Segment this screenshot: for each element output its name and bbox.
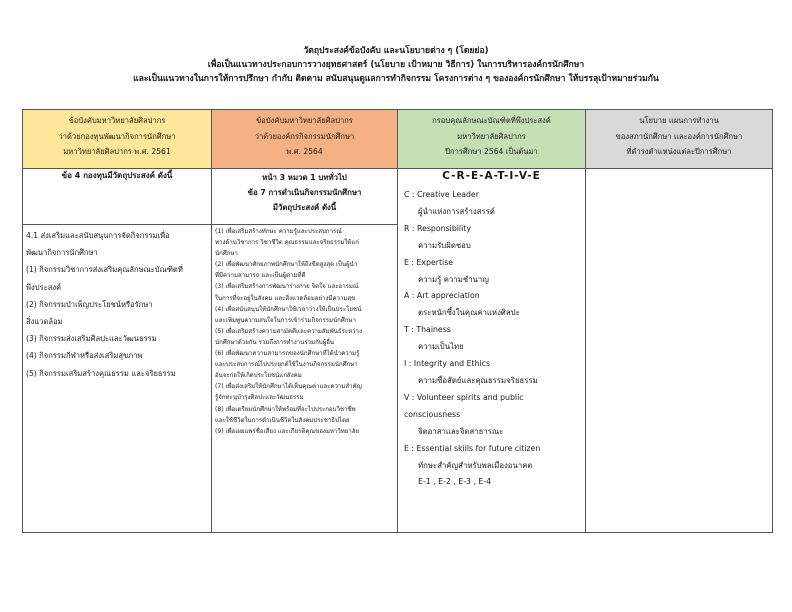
header-line: ที่ดำรงตำแหน่งแต่ละปีการศึกษา bbox=[626, 147, 732, 156]
activity-objectives-list bbox=[212, 225, 398, 533]
attribute-code: E : Essential skills for future citizen bbox=[404, 443, 541, 453]
subheader-line: มีวัตถุประสงค์ ดังนี้ bbox=[272, 203, 337, 212]
list-item: (2) เพื่อพัฒนาศักยภาพนักศึกษาให้ถึงขีดสูงสุด เป็นผู้นำ bbox=[215, 261, 358, 269]
list-item: ในการที่จะอยู่ในสังคม และสิ่งแวดล้อมอย่างมีความสุข bbox=[215, 294, 356, 302]
header-line: ว่าด้วยกองทุนพัฒนากิจการนักศึกษา bbox=[58, 131, 176, 141]
header-line: ปีการศึกษา 2564 เป็นต้นมา bbox=[445, 147, 538, 156]
subheader-activity-objectives bbox=[212, 169, 398, 225]
list-item: และใช้ชีวิตในการดำเนินชีวิตในสังคมประชาธิปไตย bbox=[215, 416, 350, 424]
list-item: อันจะก่อให้เกิดประโยชน์แก่สังคม bbox=[215, 372, 302, 380]
attribute-code: consciousness bbox=[404, 409, 461, 419]
list-item: สิ่งแวดล้อม bbox=[26, 317, 63, 327]
attribute-code: R : Responsibility bbox=[404, 223, 471, 233]
creative-acronym: C-R-E-A-T-I-V-E bbox=[442, 170, 541, 182]
header-line: พ.ศ. 2564 bbox=[286, 147, 323, 156]
attribute-code: V : Volunteer spirits and public bbox=[404, 392, 524, 402]
list-item: พึงประสงค์ bbox=[26, 282, 62, 292]
attribute-description: ทักษะสำคัญสำหรับพลเมืองอนาคต bbox=[418, 460, 533, 470]
list-item: รู้จักทะนุบำรุงศิลปะและวัฒนธรรม bbox=[215, 394, 304, 402]
attribute-code: A : Art appreciation bbox=[404, 291, 480, 301]
list-item: (3) เพื่อเสริมสร้างการพัฒนาร่างกาย จิตใจ และอารมณ์ bbox=[215, 283, 359, 291]
header-line: ของสภานักศึกษา และองค์การนักศึกษา bbox=[615, 131, 743, 141]
document-title bbox=[0, 44, 792, 86]
list-item: ที่มีความสามารถ และเป็นผู้ตามที่ดี bbox=[215, 272, 306, 280]
list-item: (1) เพื่อเสริมสร้างทักษะ ความรู้และประสบการณ์ bbox=[215, 228, 342, 235]
list-item: (5) เพื่อเสริมสร้างความสามัคคีและความสัมพันธ์ระหว่าง bbox=[215, 327, 362, 335]
header-row bbox=[23, 110, 773, 169]
subheader-row bbox=[23, 169, 773, 225]
list-item: (4) กิจกรรมกีฬาหรือส่งเสริมสุขภาพ bbox=[26, 351, 143, 361]
header-council-policy bbox=[586, 110, 773, 169]
creative-attributes-cell bbox=[398, 169, 586, 533]
header-line: ข้อบังคับมหาวิทยาลัยศิลปากร bbox=[256, 116, 353, 125]
list-item: (8) เพื่อเตรียมนักศึกษาให้พร้อมที่จะไปประกอบวิชาชีพ bbox=[215, 405, 356, 413]
fund-objectives-list bbox=[23, 225, 212, 533]
list-item: (9) เพื่อเผยแพร่ชื่อเสียง และเกียรติคุณของมหาวิทยาลัย bbox=[215, 427, 360, 435]
title-line-1: วัตถุประสงค์ข้อบังคับ และนโยบายต่าง ๆ (โดยย่อ) bbox=[303, 46, 489, 56]
attribute-description: E-1 , E-2 , E-3 , E-4 bbox=[418, 477, 492, 487]
header-line: กรอบคุณลักษณะบัณฑิตที่พึงประสงค์ bbox=[432, 116, 551, 125]
header-graduate-attributes bbox=[398, 110, 586, 169]
attribute-description: ความซื่อสัตย์และคุณธรรมจริยธรรม bbox=[418, 375, 538, 385]
list-item: 4.1 ส่งเสริมและสนับสนุนการจัดกิจกรรมเพื่อ bbox=[26, 231, 170, 240]
header-line: มหาวิทยาลัยศิลปากร พ.ศ. 2561 bbox=[63, 147, 171, 156]
council-policy-cell bbox=[586, 169, 773, 533]
subheader-line: ข้อ 7 การดำเนินกิจกรรมนักศึกษา bbox=[247, 188, 362, 197]
list-item: (1) กิจกรรมวิชาการส่งเสริมคุณลักษณะบัณฑิตที่ bbox=[26, 265, 183, 275]
list-item: (4) เพื่อสนับสนุนให้นักศึกษาใช้เวลาว่างให้เป็นประโยชน์ bbox=[215, 305, 362, 313]
attribute-description: ผู้นำแห่งการสร้างสรรค์ bbox=[418, 206, 496, 216]
list-item: พัฒนากิจการนักศึกษา bbox=[26, 248, 98, 258]
list-item: และประสบการณ์ไปประยุกต์ใช้ในงานกิจกรรมนักศึกษา bbox=[215, 361, 358, 369]
creative-attributes-list bbox=[398, 187, 585, 491]
list-item: นักศึกษาด้วยกัน รวมถึงการทำงานร่วมกับผู้อื่น bbox=[215, 338, 335, 346]
title-line-3: และเป็นแนวทางในการให้การปรึกษา กำกับ ติดตาม สนับสนุนดูแลการทำกิจกรรม โครงการต่าง ๆ ขององค์กรนักศึกษา ให้บรรลุเป้าหมายร่วมกัน bbox=[133, 74, 659, 84]
policy-table bbox=[22, 109, 773, 533]
attribute-description: ความรู้ ความชำนาญ bbox=[418, 274, 489, 284]
subheader-fund-objectives: ข้อ 4 กองทุนมีวัตถุประสงค์ ดังนี้ bbox=[23, 169, 212, 225]
list-item: (3) กิจกรรมส่งเสริมศิลปะและวัฒนธรรม bbox=[26, 334, 157, 344]
list-item: ทางด้านวิชาการ วิชาชีวิต คุณธรรมและจริยธรรมให้แก่ bbox=[215, 239, 359, 247]
list-item: (6) เพื่อพัฒนาความสามารถของนักศึกษาที่ได้นำความรู้ bbox=[215, 350, 360, 358]
list-item: (7) เพื่อส่งเสริมให้นักศึกษาได้เห็นคุณค่าและความสำคัญ bbox=[215, 383, 362, 391]
list-item: (2) กิจกรรมบำเพ็ญประโยชน์หรือรักษา bbox=[26, 299, 153, 309]
attribute-description: ความเป็นไทย bbox=[418, 342, 464, 352]
header-line: ข้อบังคับมหาวิทยาลัยศิลปากร bbox=[68, 116, 166, 125]
list-item: (5) กิจกรรมเสริมสร้างคุณธรรม และจริยธรรม bbox=[26, 368, 176, 378]
subheader-line: หน้า 3 หมวด 1 บททั่วไป bbox=[262, 173, 347, 182]
header-line: นโยบาย แผนการทำงาน bbox=[639, 116, 719, 125]
list-item: นักศึกษา bbox=[215, 250, 238, 258]
attribute-code: T : Thainess bbox=[404, 325, 451, 335]
attribute-description: จิตอาสาและจิตสาธารณะ bbox=[418, 426, 504, 436]
attribute-code: I : Integrity and Ethics bbox=[404, 359, 491, 369]
attribute-code: E : Expertise bbox=[404, 257, 454, 267]
attribute-code: C : Creative Leader bbox=[404, 190, 479, 199]
title-line-2: เพื่อเป็นแนวทางประกอบการวางยุทธศาสตร์ (นโยบาย เป้าหมาย วิธีการ) ในการบริหารองค์กรนักศึกษา bbox=[207, 60, 585, 70]
header-line: มหาวิทยาลัยศิลปากร bbox=[457, 131, 526, 141]
list-item: และเพิ่มพูนความสนใจในการเข้าร่วมกิจกรรมนักศึกษา bbox=[215, 316, 356, 324]
attribute-description: ความรับผิดชอบ bbox=[418, 240, 471, 250]
header-line: ว่าด้วยองค์กรกิจกรรมนักศึกษา bbox=[254, 131, 355, 141]
attribute-description: ตระหนักซึ้งในคุณค่าแห่งศิลปะ bbox=[418, 308, 520, 318]
header-activity-regulation bbox=[212, 110, 398, 169]
header-fund-regulation bbox=[23, 110, 212, 169]
